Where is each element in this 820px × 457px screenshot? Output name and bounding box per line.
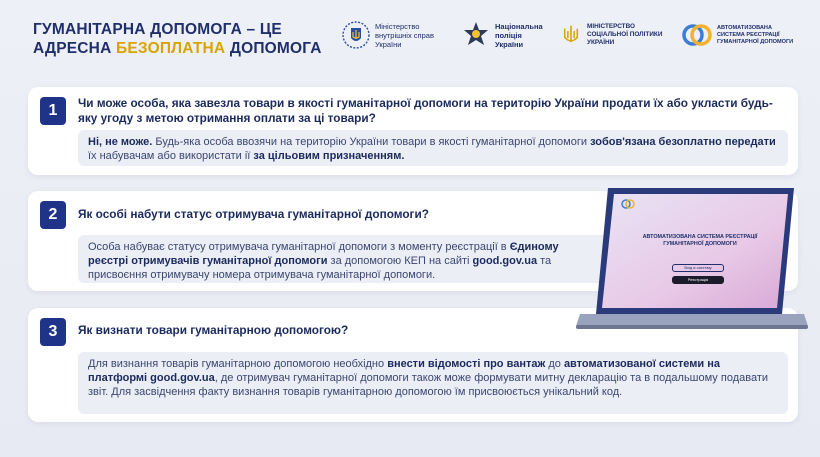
logo-msp xyxy=(560,20,662,50)
logo-mvs-line-1: Міністерство xyxy=(375,21,420,31)
logo-msp-line-3: УКРАЇНИ xyxy=(587,39,615,46)
logo-system-line-2: СИСТЕМА РЕЄСТРАЦІЇ xyxy=(717,31,780,38)
answer-span: Для визнання товарів гуманітарною допомогою необхідно xyxy=(88,358,388,370)
answer-span: їх набувачам або використати ії xyxy=(88,150,254,162)
logo-system-line-3: ГУМАНІТАРНОЇ ДОПОМОГИ xyxy=(717,38,794,45)
title-line-2 xyxy=(33,39,322,58)
answer-bold: зобов'язана безоплатно передати xyxy=(590,136,776,148)
police-star-icon xyxy=(462,20,490,50)
logo-mvs-line-3: України xyxy=(375,39,402,49)
logo-mvs-text xyxy=(375,22,434,49)
logo-msp-text xyxy=(587,23,662,47)
answer-bold: Ні, не може. xyxy=(88,136,153,148)
page-title xyxy=(33,20,322,58)
logo-msp-line-1: МІНІСТЕРСТВО xyxy=(587,23,636,30)
title-line-1: ГУМАНІТАРНА ДОПОМОГА – ЦЕ xyxy=(33,21,282,38)
answer-bold: good.gov.ua xyxy=(472,255,538,267)
laptop-icon xyxy=(572,184,812,334)
logo-system-line-1: АВТОМАТИЗОВАНА xyxy=(717,24,773,31)
answer-text xyxy=(78,235,608,283)
question-number: 3 xyxy=(40,318,66,346)
rings-logo-icon xyxy=(682,20,712,50)
answer-bold: Єдиному реєстрі отримувачів гуманітарної допомоги xyxy=(88,241,559,267)
trident-icon xyxy=(560,20,582,50)
laptop-login-button: Вхід в систему xyxy=(672,264,724,272)
answer-span: та присвоєння отримувачу номера отримувача гуманітарної допомоги. xyxy=(88,255,552,281)
title-line-2-post: ДОПОМОГА xyxy=(225,40,322,57)
title-accent: БЕЗОПЛАТНА xyxy=(115,40,226,57)
laptop-title-line-2: ГУМАНІТАРНОЇ ДОПОМОГИ xyxy=(663,241,737,247)
title-line-2-pre: АДРЕСНА xyxy=(33,40,116,57)
answer-bold: автоматизованої системи на платформі good.gov.ua xyxy=(88,358,720,384)
answer-span: до xyxy=(545,358,564,370)
question-text: Чи може особа, яка завезла товари в якості гуманітарної допомоги на територію України продати їх або укласти будь-яку угоду з метою отримання оплати за ці товари? xyxy=(78,96,773,125)
logo-police-text xyxy=(495,22,543,49)
answer-text xyxy=(78,130,788,166)
question-text: Як визнати товари гуманітарною допомогою? xyxy=(78,323,349,337)
logo-police-line-3: України xyxy=(495,39,524,49)
question-number: 1 xyxy=(40,97,66,125)
answer-text xyxy=(78,352,788,414)
logo-system xyxy=(682,20,793,50)
answer-span: за допомогою КЕП на сайті xyxy=(327,255,473,267)
logo-police-line-2: поліція xyxy=(495,30,522,40)
logo-mvs-line-2: внутрішніх справ xyxy=(375,30,434,40)
question-number: 2 xyxy=(40,201,66,229)
answer-span: Особа набуває статусу отримувача гуманітарної допомоги з моменту реєстрації в xyxy=(88,241,510,253)
laptop-illustration xyxy=(572,184,812,334)
logo-mvs xyxy=(342,20,434,50)
question-text: Як особі набути статус отримувача гуманітарної допомоги? xyxy=(78,207,429,221)
logo-police xyxy=(462,20,543,50)
laptop-title-line-1: АВТОМАТИЗОВАНА СИСТЕМА РЕЄСТРАЦІЇ xyxy=(642,234,758,240)
logo-msp-line-2: СОЦІАЛЬНОЇ ПОЛІТИКИ xyxy=(587,31,663,38)
answer-bold: внести відомості про вантаж xyxy=(387,358,546,370)
answer-bold: за цільовим призначенням. xyxy=(253,150,405,162)
laptop-register-button: Реєстрація xyxy=(672,276,724,284)
faq-card-1 xyxy=(28,87,798,175)
header xyxy=(0,0,820,80)
laptop-screen-title xyxy=(630,234,770,248)
trident-shield-icon xyxy=(342,20,370,50)
logo-police-line-1: Національна xyxy=(495,21,543,31)
logo-system-text xyxy=(717,25,793,46)
answer-span: Будь-яка особа ввозячи на територію України товари в якості гуманітарної допомоги xyxy=(152,136,591,148)
answer-span: , де отримувач гуманітарної допомоги також може формувати митну декларацію та в подальшому подавати звіт. Для засвідчення факту визнання товарів гуманітарною допомогою їм присвоюється унікальний код. xyxy=(88,372,769,398)
